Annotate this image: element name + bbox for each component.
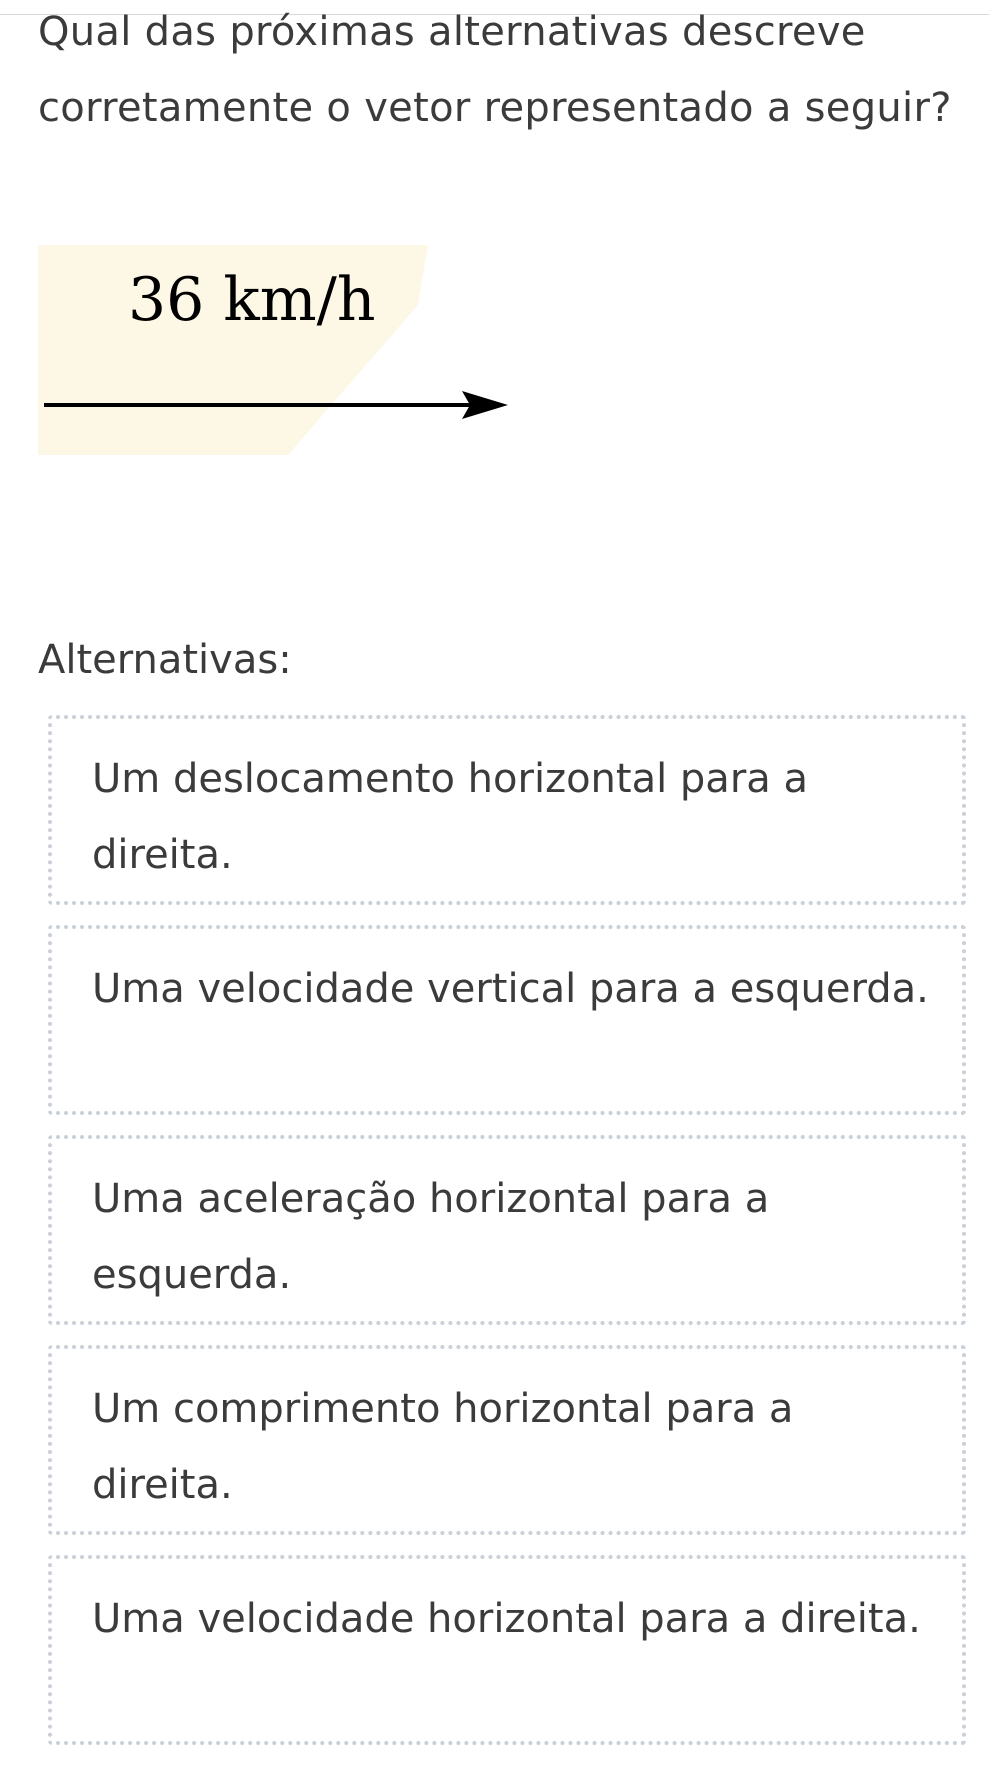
alternative-option-3[interactable]: Uma aceleração horizontal para a esquerda. [48,1135,966,1325]
alternative-option-2[interactable]: Uma velocidade vertical para a esquerda. [48,925,966,1115]
vector-figure [38,245,518,465]
alternative-option-1[interactable]: Um deslocamento horizontal para a direita. [48,715,966,905]
alternative-option-4[interactable]: Um comprimento horizontal para a direita. [48,1345,966,1535]
alternative-option-5[interactable]: Uma velocidade horizontal para a direita. [48,1555,966,1745]
vector-diagram [38,245,518,465]
alternatives-heading: Alternativas: [38,637,292,683]
vector-label: 36 km/h [128,265,376,335]
question-text: Qual das próximas alternativas descreve corretamente o vetor representado a seguir? [38,9,952,131]
alternatives-list [48,715,966,1765]
